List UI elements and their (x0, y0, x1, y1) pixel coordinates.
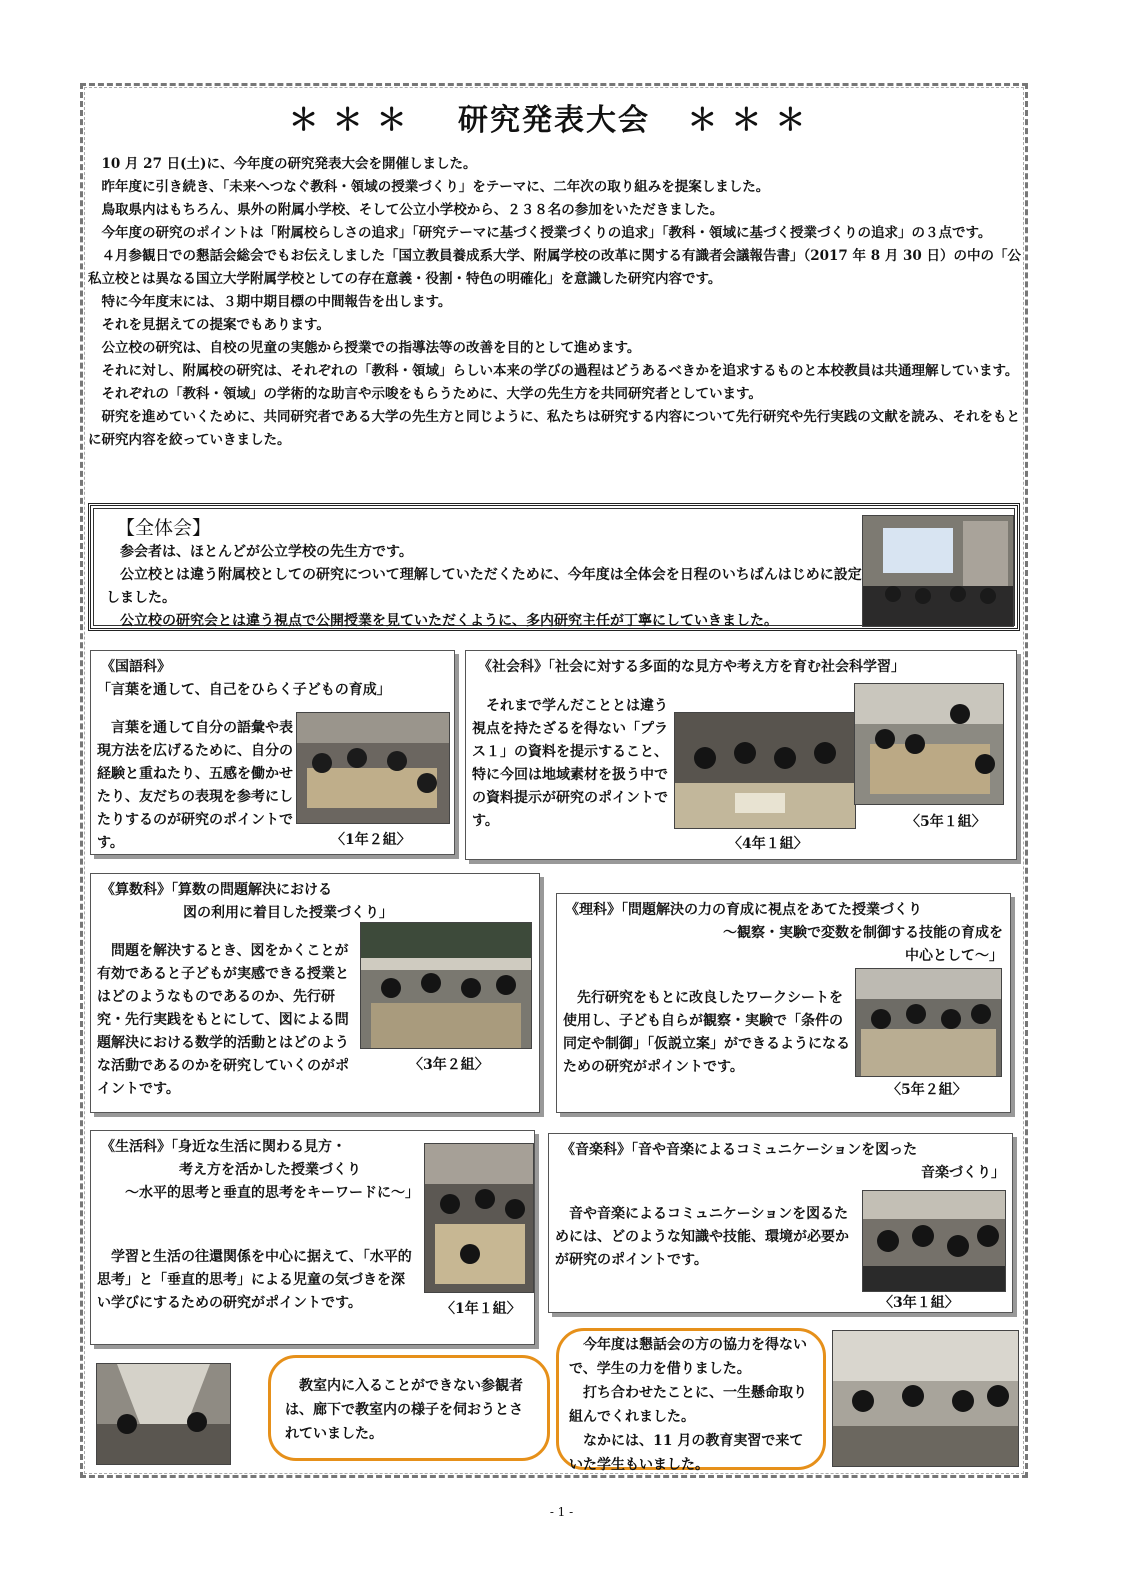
intro-paragraph: それを見据えての提案でもあります。 (101, 317, 330, 333)
intro-paragraph: 公立校の研究は、自校の児童の実態から授業での指導法等の改善を目的として進めます。 (101, 340, 641, 356)
rika-subject-line (565, 899, 922, 922)
shakai-caption-2: 〈5年１組〉 (906, 814, 986, 830)
seikatsu-theme-1: 「身近な生活に関わる見方・ (171, 1139, 346, 1155)
zentai-heading: 【全体会】 (116, 517, 212, 539)
title-stars-left: ＊＊＊ (288, 103, 421, 138)
ongaku-body (555, 1203, 855, 1272)
shakai-subject: 《社会科》 (478, 659, 548, 675)
zentai-photo (862, 515, 1014, 627)
sansu-subject-line (101, 879, 332, 902)
intro-paragraph: 10 月 27 日(土)に、今年度の研究発表大会を開催しました。 (101, 156, 477, 172)
sansu-photo (360, 922, 532, 1049)
shakai-body-text: それまで学んだこととは違う視点を持たざるを得ない「プラス１」の資料を提示すること、特に今回は地域素材を扱う中での資料提示が研究のポイントです。 (472, 698, 668, 829)
kokugo-body-text: 言葉を通して自分の語彙や表現方法を広げるために、自分の経験と重ねたり、五感を働かせたり、友だちの表現を参考にしたりするのが研究のポイントです。 (97, 720, 293, 851)
rika-theme-3: 中心として～」 (905, 948, 1003, 964)
ongaku-subject: 《音楽科》 (561, 1142, 631, 1158)
title-text: 研究発表大会 (458, 103, 650, 138)
student-bubble-line: なかには、11 月の教育実習で来ていた学生もいました。 (569, 1433, 804, 1473)
seikatsu-subject-line (101, 1136, 346, 1159)
seikatsu-theme-2: 考え方を活かした授業づくり (179, 1162, 361, 1178)
title-stars-right: ＊＊＊ (687, 103, 820, 138)
sansu-body-text: 問題を解決するとき、図をかくことが有効であると子どもが実感できる授業とはどのようなものであるのか、先行研究・先行実践をもとにして、図による問題解決における数学的活動とはどのような活動であるのかを研究していくのがポイントです。 (97, 943, 349, 1097)
student-bubble (556, 1328, 826, 1473)
intro-paragraph: 研究を進めていくために、共同研究者である大学の先生方と同じように、私たちは研究する内容について先行研究や先行実践の文献を読み、それをもとに研究内容を絞っていきました。 (88, 409, 1021, 448)
intro-text (88, 153, 1022, 452)
kokugo-subject: 《国語科》 (101, 659, 171, 675)
kokugo-photo (296, 712, 450, 824)
intro-paragraph: 鳥取県内はもちろん、県外の附属小学校、そして公立小学校から、２３８名の参加をいただきました。 (101, 202, 724, 218)
seikatsu-photo (424, 1143, 534, 1293)
intro-paragraph: 今年度の研究のポイントは「附属校らしさの追求」「研究テーマに基づく授業づくりの追求」「教科・領域に基づく授業づくりの追求」の３点です。 (101, 225, 992, 241)
intro-paragraph: 特に今年度末には、３期中期目標の中間報告を出します。 (101, 294, 452, 310)
rika-body (563, 987, 853, 1079)
seikatsu-caption: 〈1年１組〉 (441, 1301, 521, 1317)
student-bubble-line: 打ち合わせたことに、一生懸命取り組んでくれました。 (569, 1385, 807, 1425)
ongaku-theme-1: 「音や音楽によるコミュニケーションを図った (631, 1142, 918, 1158)
rika-subject: 《理科》 (565, 902, 621, 918)
shakai-body (472, 695, 672, 833)
shakai-heading (478, 656, 1018, 679)
student-photo (832, 1330, 1019, 1467)
seikatsu-body-text: 学習と生活の往還関係を中心に据えて、「水平的思考」と「垂直的思考」による児童の気づきを深い学びにするための研究がポイントです。 (97, 1249, 412, 1311)
rika-theme-2: ～観察・実験で変数を制御する技能の育成を (723, 925, 1003, 941)
seikatsu-body (97, 1246, 417, 1315)
rika-theme-1: 「問題解決の力の育成に視点をあてた授業づくり (621, 902, 922, 918)
hallway-bubble (268, 1355, 550, 1461)
rika-photo (855, 968, 1002, 1077)
kokugo-body (97, 717, 295, 855)
seikatsu-theme-3: ～水平的思考と垂直的思考をキーワードに～」 (125, 1185, 419, 1201)
sansu-theme-2: 図の利用に着目した授業づくり」 (183, 905, 393, 921)
zentai-body (106, 541, 866, 633)
shakai-caption-1: 〈4年１組〉 (728, 836, 808, 852)
sansu-subject: 《算数科》 (101, 882, 171, 898)
hallway-bubble-text: 教室内に入ることができない参観者は、廊下で教室内の様子を伺おうとされていました。 (285, 1378, 523, 1442)
ongaku-theme-2: 音楽づくり」 (921, 1165, 1005, 1181)
zentai-line: 公立校とは違う附属校としての研究について理解していただくために、今年度は全体会を日程のいちばんはじめに設定しました。 (106, 567, 862, 606)
zentai-line: 公立校の研究会とは違う視点で公開授業を見ていただくように、多内研究主任が丁寧にしていきました。 (120, 613, 778, 629)
ongaku-subject-line (561, 1139, 917, 1162)
sansu-caption: 〈3年２組〉 (409, 1057, 489, 1073)
ongaku-body-text: 音や音楽によるコミュニケーションを図るためには、どのような知識や技能、環境が必要かが研究のポイントです。 (555, 1206, 849, 1268)
shakai-theme: 「社会に対する多面的な見方や考え方を育む社会科学習」 (548, 659, 905, 675)
rika-body-text: 先行研究をもとに改良したワークシートを使用し、子ども自らが観察・実験で「条件の同定や制御」「仮説立案」ができるようになるための研究がポイントです。 (563, 990, 850, 1075)
page-number: - 1 - (549, 1505, 574, 1519)
ongaku-photo (862, 1190, 1006, 1292)
kokugo-caption: 〈1年２組〉 (331, 832, 411, 848)
intro-paragraph: ４月参観日での懇話会総会でもお伝えしました「国立教員養成系大学、附属学校の改革に関する有識者会議報告書」（2017 年 8 月 30 日）の中の「公私立校とは異なる国立大学附属学校としての存在意義・役割・特色の明確化」を意識した研究内容です。 (88, 248, 1022, 287)
shakai-photo-2 (854, 683, 1004, 805)
sansu-body (97, 940, 359, 1101)
sansu-theme-1: 「算数の問題解決における (171, 882, 332, 898)
zentai-line: 参会者は、ほとんどが公立学校の先生方です。 (120, 544, 413, 560)
intro-paragraph: 昨年度に引き続き、「未来へつなぐ教科・領域の授業づくり」をテーマに、二年次の取り組みを提案しました。 (101, 179, 770, 195)
student-bubble-line: 今年度は懇話会の方の協力を得ないで、学生の力を借りました。 (569, 1337, 807, 1377)
seikatsu-subject: 《生活科》 (101, 1139, 171, 1155)
shakai-photo-1 (674, 712, 856, 829)
hallway-photo (96, 1363, 231, 1465)
kokugo-theme: 「言葉を通して、自己をひらく子どもの育成」 (97, 682, 391, 698)
intro-paragraph: それぞれの「教科・領域」の学術的な助言や示唆をもらうために、大学の先生方を共同研究者としています。 (101, 386, 762, 402)
rika-caption: 〈5年２組〉 (887, 1082, 967, 1098)
page-title (84, 95, 1024, 139)
intro-paragraph: それに対し、附属校の研究は、それぞれの「教科・領域」らしい本来の学びの過程はどうあるべきかを追求するものと本校教員は共通理解しています。 (101, 363, 1019, 379)
ongaku-caption: 〈3年１組〉 (879, 1295, 959, 1311)
